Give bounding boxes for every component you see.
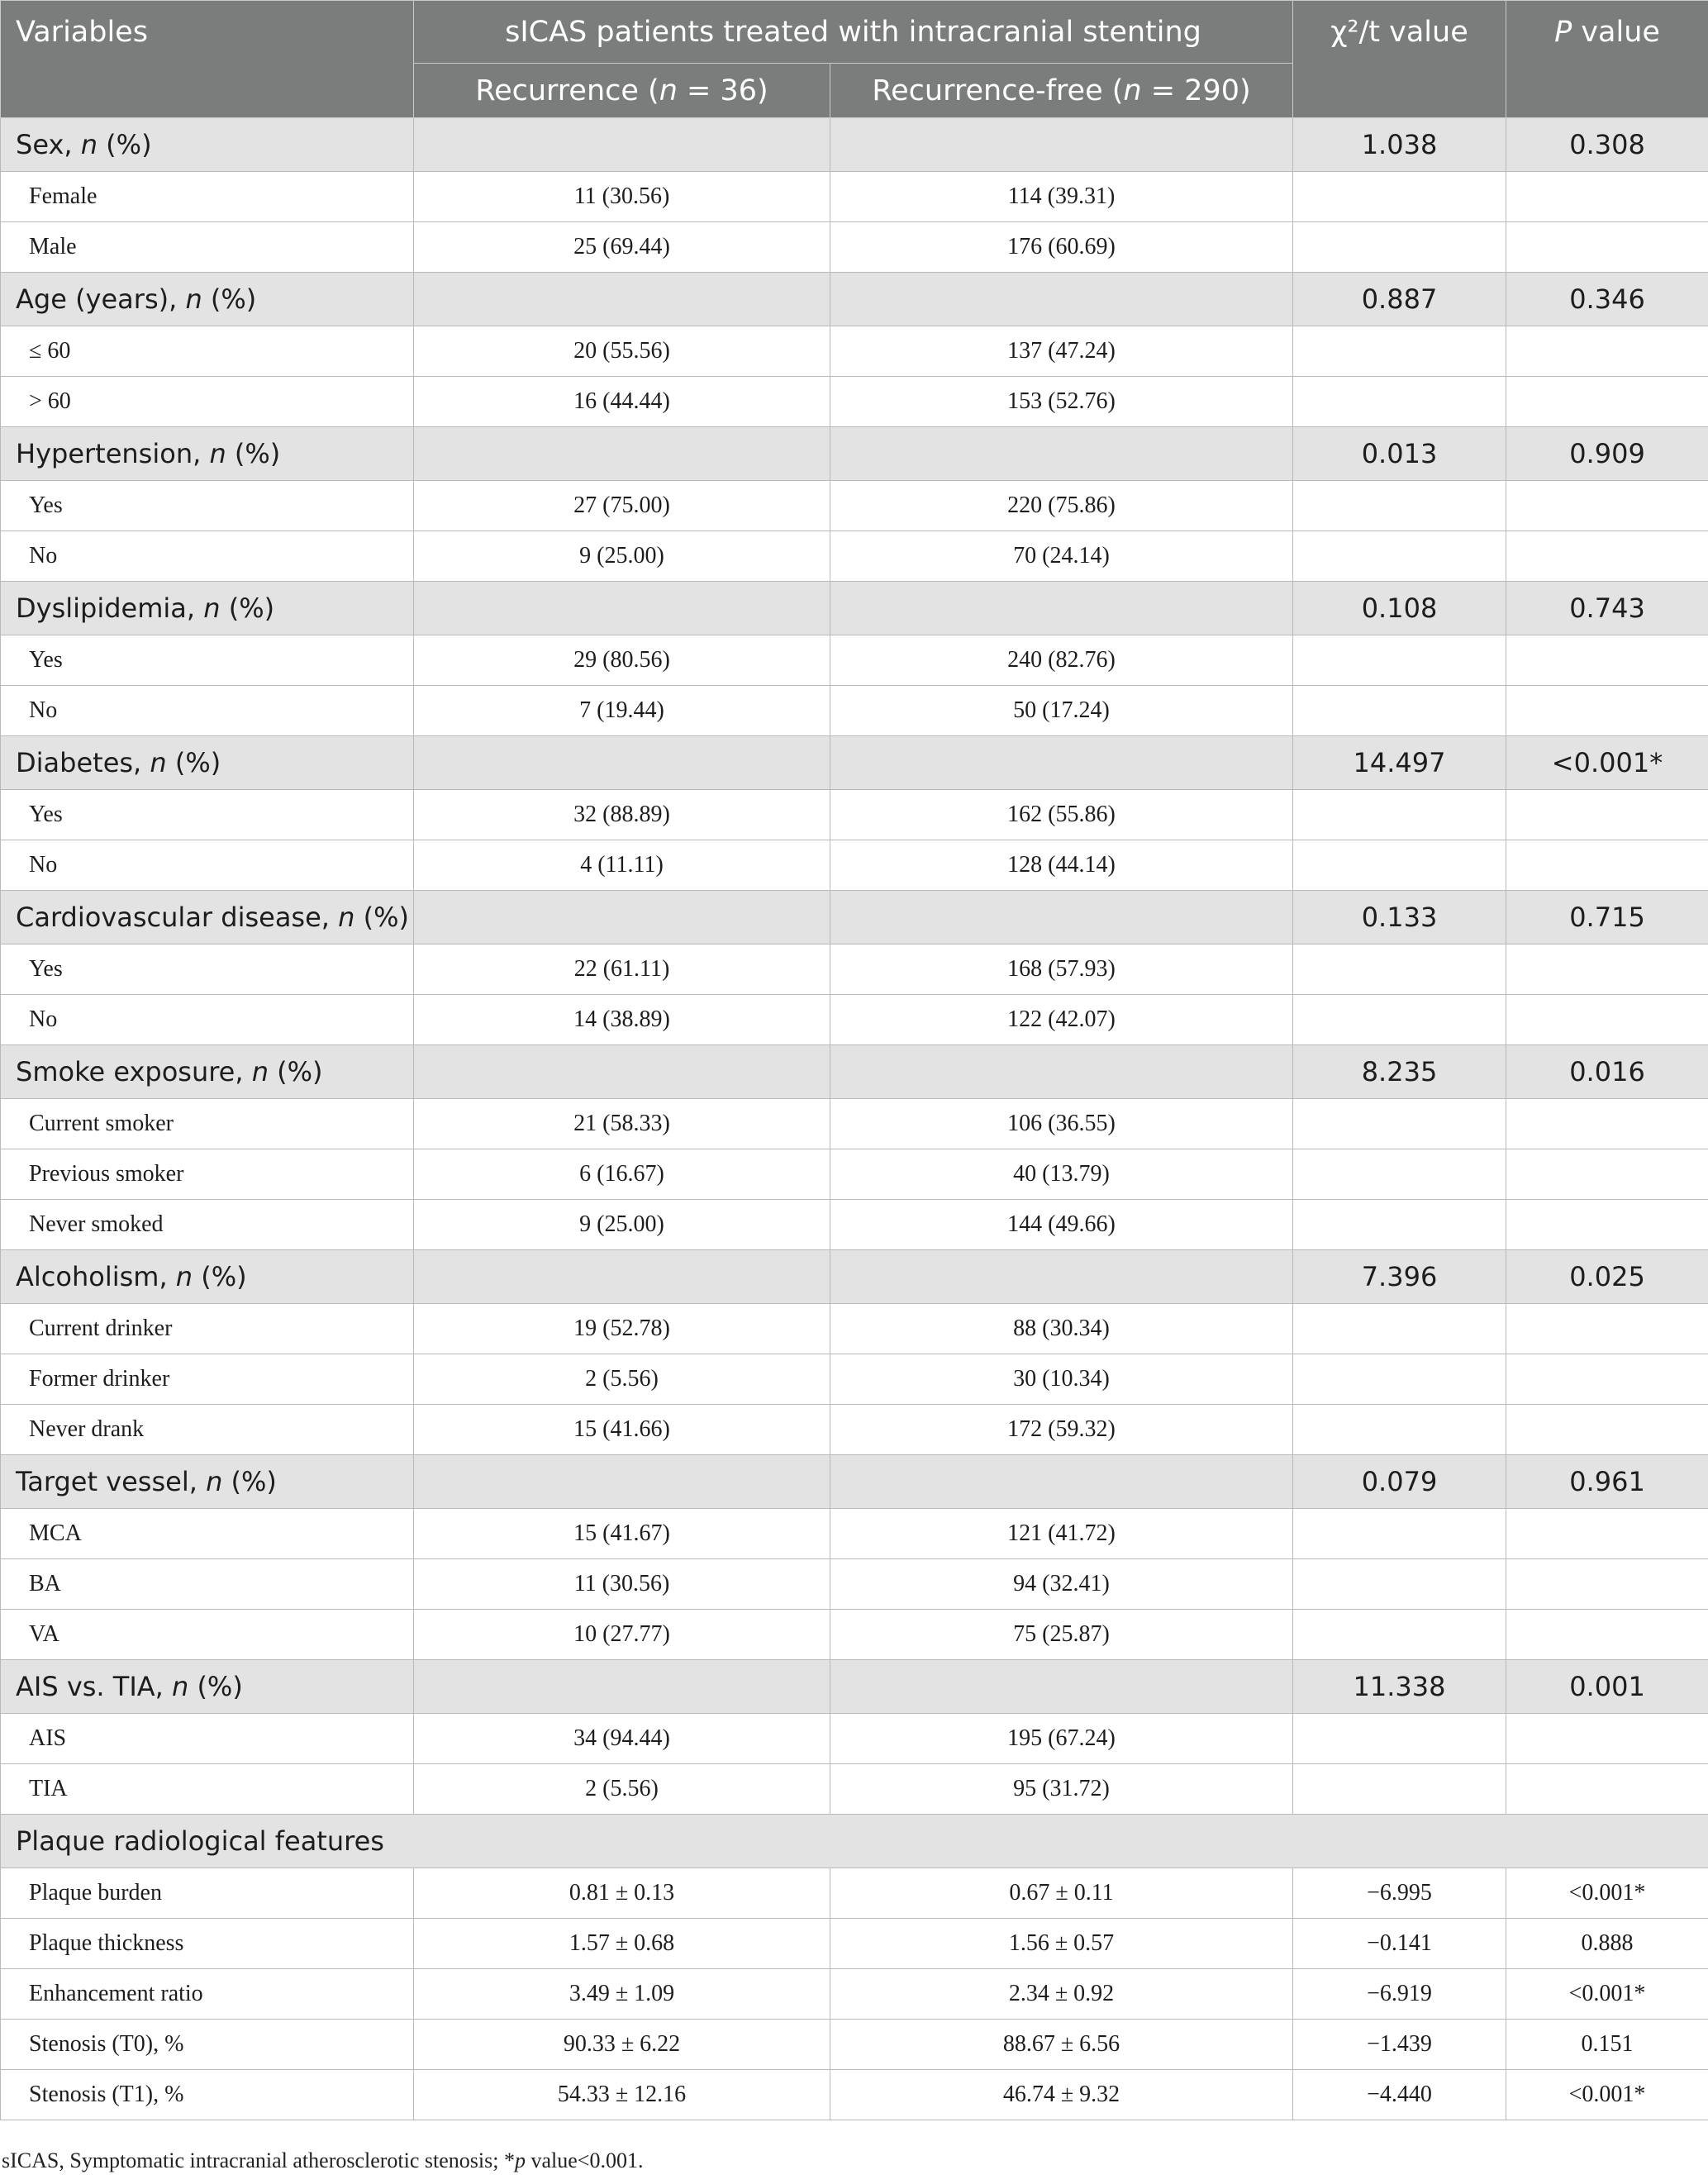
category-p-value: <0.001* [1506, 736, 1708, 790]
recurrence-free-value: 144 (49.66) [830, 1200, 1293, 1250]
empty-cell [1293, 377, 1506, 427]
table-row [1, 1868, 1708, 1919]
p-value: <0.001* [1506, 1868, 1708, 1919]
section-title: Plaque radiological features [1, 1815, 1708, 1868]
row-label: Plaque thickness [1, 1919, 414, 1969]
header-chi-t: χ²/t value [1293, 1, 1506, 118]
recurrence-free-value: 40 (13.79) [830, 1149, 1293, 1200]
category-empty-cell [830, 273, 1293, 326]
table-row [1, 635, 1708, 686]
empty-cell [1506, 481, 1708, 531]
category-p-value: 0.016 [1506, 1045, 1708, 1099]
row-label: Yes [1, 790, 414, 840]
recurrence-value: 34 (94.44) [414, 1714, 830, 1764]
category-empty-cell [414, 273, 830, 326]
empty-cell [1293, 790, 1506, 840]
empty-cell [1293, 1149, 1506, 1200]
empty-cell [1293, 944, 1506, 995]
recurrence-value: 2 (5.56) [414, 1354, 830, 1405]
category-p-value: 0.001 [1506, 1660, 1708, 1714]
empty-cell [1506, 1509, 1708, 1559]
recurrence-free-value: 30 (10.34) [830, 1354, 1293, 1405]
row-label: > 60 [1, 377, 414, 427]
t-value: −4.440 [1293, 2070, 1506, 2120]
category-label: Dyslipidemia, n (%) [1, 582, 414, 635]
empty-cell [1506, 995, 1708, 1045]
category-row [1, 736, 1708, 790]
table-row [1, 995, 1708, 1045]
table-row [1, 790, 1708, 840]
category-label: AIS vs. TIA, n (%) [1, 1660, 414, 1714]
p-value: <0.001* [1506, 2070, 1708, 2120]
category-empty-cell [414, 427, 830, 481]
category-label: Alcoholism, n (%) [1, 1250, 414, 1304]
row-label: Previous smoker [1, 1149, 414, 1200]
recurrence-free-value: 240 (82.76) [830, 635, 1293, 686]
empty-cell [1293, 995, 1506, 1045]
empty-cell [1293, 1200, 1506, 1250]
row-label: Never drank [1, 1405, 414, 1455]
header-recurrence: Recurrence (n = 36) [414, 64, 830, 118]
table-row [1, 1764, 1708, 1815]
recurrence-free-value: 172 (59.32) [830, 1405, 1293, 1455]
empty-cell [1293, 172, 1506, 222]
category-stat: 0.133 [1293, 891, 1506, 944]
table-row [1, 1969, 1708, 2020]
recurrence-value: 9 (25.00) [414, 531, 830, 582]
table-row [1, 1304, 1708, 1354]
category-row [1, 1250, 1708, 1304]
recurrence-free-value: 220 (75.86) [830, 481, 1293, 531]
recurrence-value: 90.33 ± 6.22 [414, 2020, 830, 2070]
category-empty-cell [830, 891, 1293, 944]
empty-cell [1293, 635, 1506, 686]
t-value: −1.439 [1293, 2020, 1506, 2070]
recurrence-free-value: 195 (67.24) [830, 1714, 1293, 1764]
empty-cell [1506, 326, 1708, 377]
category-empty-cell [414, 736, 830, 790]
table-row [1, 1714, 1708, 1764]
table-row [1, 2070, 1708, 2120]
recurrence-value: 25 (69.44) [414, 222, 830, 273]
category-empty-cell [414, 1455, 830, 1509]
table-row [1, 1919, 1708, 1969]
header-p-value: P value [1506, 1, 1708, 118]
empty-cell [1293, 222, 1506, 273]
empty-cell [1506, 1764, 1708, 1815]
empty-cell [1506, 172, 1708, 222]
category-label: Sex, n (%) [1, 118, 414, 172]
table-row [1, 1099, 1708, 1149]
empty-cell [1293, 1764, 1506, 1815]
header-variables: Variables [1, 1, 414, 118]
row-label: MCA [1, 1509, 414, 1559]
empty-cell [1506, 1354, 1708, 1405]
recurrence-value: 27 (75.00) [414, 481, 830, 531]
recurrence-value: 2 (5.56) [414, 1764, 830, 1815]
category-p-value: 0.308 [1506, 118, 1708, 172]
recurrence-free-value: 88 (30.34) [830, 1304, 1293, 1354]
category-empty-cell [414, 1660, 830, 1714]
category-stat: 7.396 [1293, 1250, 1506, 1304]
category-row [1, 582, 1708, 635]
row-label: No [1, 840, 414, 891]
empty-cell [1293, 1405, 1506, 1455]
category-empty-cell [830, 427, 1293, 481]
table-body [1, 118, 1708, 2120]
recurrence-free-value: 1.56 ± 0.57 [830, 1919, 1293, 1969]
empty-cell [1293, 840, 1506, 891]
recurrence-free-value: 50 (17.24) [830, 686, 1293, 736]
category-empty-cell [414, 118, 830, 172]
row-label: Stenosis (T1), % [1, 2070, 414, 2120]
empty-cell [1506, 1610, 1708, 1660]
recurrence-free-value: 88.67 ± 6.56 [830, 2020, 1293, 2070]
category-stat: 14.497 [1293, 736, 1506, 790]
recurrence-free-value: 122 (42.07) [830, 995, 1293, 1045]
recurrence-value: 0.81 ± 0.13 [414, 1868, 830, 1919]
p-value: <0.001* [1506, 1969, 1708, 2020]
row-label: Former drinker [1, 1354, 414, 1405]
recurrence-free-value: 2.34 ± 0.92 [830, 1969, 1293, 2020]
category-row [1, 427, 1708, 481]
row-label: Female [1, 172, 414, 222]
table-row [1, 2020, 1708, 2070]
category-stat: 0.887 [1293, 273, 1506, 326]
table-row [1, 1559, 1708, 1610]
recurrence-free-value: 137 (47.24) [830, 326, 1293, 377]
p-value: 0.888 [1506, 1919, 1708, 1969]
table-row [1, 481, 1708, 531]
row-label: Current drinker [1, 1304, 414, 1354]
row-label: No [1, 686, 414, 736]
p-value: 0.151 [1506, 2020, 1708, 2070]
category-stat: 0.108 [1293, 582, 1506, 635]
category-empty-cell [414, 1045, 830, 1099]
recurrence-free-value: 162 (55.86) [830, 790, 1293, 840]
category-stat: 0.013 [1293, 427, 1506, 481]
recurrence-value: 32 (88.89) [414, 790, 830, 840]
recurrence-value: 3.49 ± 1.09 [414, 1969, 830, 2020]
recurrence-free-value: 168 (57.93) [830, 944, 1293, 995]
row-label: TIA [1, 1764, 414, 1815]
recurrence-value: 10 (27.77) [414, 1610, 830, 1660]
empty-cell [1293, 1304, 1506, 1354]
table-row [1, 1149, 1708, 1200]
header-recurrence-free: Recurrence-free (n = 290) [830, 64, 1293, 118]
category-label: Cardiovascular disease, n (%) [1, 891, 414, 944]
empty-cell [1506, 1099, 1708, 1149]
row-label: ≤ 60 [1, 326, 414, 377]
row-label: No [1, 995, 414, 1045]
category-stat: 11.338 [1293, 1660, 1506, 1714]
recurrence-free-value: 114 (39.31) [830, 172, 1293, 222]
category-row [1, 1455, 1708, 1509]
empty-cell [1506, 531, 1708, 582]
recurrence-value: 20 (55.56) [414, 326, 830, 377]
row-label: Yes [1, 635, 414, 686]
category-label: Age (years), n (%) [1, 273, 414, 326]
category-row [1, 891, 1708, 944]
category-empty-cell [414, 891, 830, 944]
table-row [1, 1405, 1708, 1455]
category-empty-cell [830, 1250, 1293, 1304]
recurrence-value: 11 (30.56) [414, 172, 830, 222]
category-label: Smoke exposure, n (%) [1, 1045, 414, 1099]
empty-cell [1506, 686, 1708, 736]
category-p-value: 0.346 [1506, 273, 1708, 326]
category-empty-cell [830, 1455, 1293, 1509]
table-row [1, 1200, 1708, 1250]
recurrence-value: 29 (80.56) [414, 635, 830, 686]
row-label: Never smoked [1, 1200, 414, 1250]
recurrence-free-value: 46.74 ± 9.32 [830, 2070, 1293, 2120]
recurrence-value: 15 (41.66) [414, 1405, 830, 1455]
table-row [1, 1610, 1708, 1660]
category-label: Diabetes, n (%) [1, 736, 414, 790]
category-p-value: 0.715 [1506, 891, 1708, 944]
category-stat: 8.235 [1293, 1045, 1506, 1099]
row-label: Stenosis (T0), % [1, 2020, 414, 2070]
category-row [1, 118, 1708, 172]
table-row [1, 1354, 1708, 1405]
empty-cell [1506, 1200, 1708, 1250]
category-label: Target vessel, n (%) [1, 1455, 414, 1509]
empty-cell [1293, 326, 1506, 377]
category-stat: 1.038 [1293, 118, 1506, 172]
category-p-value: 0.743 [1506, 582, 1708, 635]
row-label: Yes [1, 944, 414, 995]
recurrence-free-value: 121 (41.72) [830, 1509, 1293, 1559]
empty-cell [1293, 1509, 1506, 1559]
empty-cell [1293, 1610, 1506, 1660]
table-row [1, 686, 1708, 736]
empty-cell [1506, 790, 1708, 840]
table-row [1, 377, 1708, 427]
category-empty-cell [830, 736, 1293, 790]
empty-cell [1293, 531, 1506, 582]
recurrence-free-value: 153 (52.76) [830, 377, 1293, 427]
recurrence-value: 7 (19.44) [414, 686, 830, 736]
row-label: BA [1, 1559, 414, 1610]
category-row [1, 1045, 1708, 1099]
row-label: Plaque burden [1, 1868, 414, 1919]
recurrence-value: 16 (44.44) [414, 377, 830, 427]
header-group: sICAS patients treated with intracranial stenting [414, 1, 1293, 64]
recurrence-free-value: 95 (31.72) [830, 1764, 1293, 1815]
category-empty-cell [414, 1250, 830, 1304]
row-label: Yes [1, 481, 414, 531]
t-value: −6.995 [1293, 1868, 1506, 1919]
table-row [1, 840, 1708, 891]
empty-cell [1293, 1354, 1506, 1405]
empty-cell [1506, 222, 1708, 273]
category-empty-cell [830, 118, 1293, 172]
empty-cell [1293, 481, 1506, 531]
empty-cell [1293, 1714, 1506, 1764]
table-row [1, 326, 1708, 377]
empty-cell [1506, 635, 1708, 686]
recurrence-value: 21 (58.33) [414, 1099, 830, 1149]
category-row [1, 273, 1708, 326]
row-label: AIS [1, 1714, 414, 1764]
category-row [1, 1660, 1708, 1714]
category-p-value: 0.025 [1506, 1250, 1708, 1304]
empty-cell [1506, 1714, 1708, 1764]
table-row [1, 944, 1708, 995]
recurrence-free-value: 106 (36.55) [830, 1099, 1293, 1149]
recurrence-value: 54.33 ± 12.16 [414, 2070, 830, 2120]
category-stat: 0.079 [1293, 1455, 1506, 1509]
table-row [1, 1509, 1708, 1559]
recurrence-free-value: 128 (44.14) [830, 840, 1293, 891]
empty-cell [1506, 1559, 1708, 1610]
row-label: VA [1, 1610, 414, 1660]
recurrence-value: 6 (16.67) [414, 1149, 830, 1200]
empty-cell [1506, 840, 1708, 891]
t-value: −6.919 [1293, 1969, 1506, 2020]
recurrence-value: 11 (30.56) [414, 1559, 830, 1610]
category-empty-cell [830, 582, 1293, 635]
recurrence-value: 22 (61.11) [414, 944, 830, 995]
category-empty-cell [830, 1045, 1293, 1099]
recurrence-value: 9 (25.00) [414, 1200, 830, 1250]
section-row [1, 1815, 1708, 1868]
table-footnote: sICAS, Symptomatic intracranial atherosclerotic stenosis; *p value<0.001. [2, 2148, 644, 2172]
empty-cell [1506, 1149, 1708, 1200]
category-empty-cell [414, 582, 830, 635]
recurrence-free-value: 75 (25.87) [830, 1610, 1293, 1660]
header-row-1 [1, 1, 1708, 64]
t-value: −0.141 [1293, 1919, 1506, 1969]
row-label: Current smoker [1, 1099, 414, 1149]
empty-cell [1506, 1405, 1708, 1455]
empty-cell [1293, 1559, 1506, 1610]
row-label: No [1, 531, 414, 582]
category-p-value: 0.909 [1506, 427, 1708, 481]
table-row [1, 222, 1708, 273]
recurrence-free-value: 0.67 ± 0.11 [830, 1868, 1293, 1919]
empty-cell [1506, 1304, 1708, 1354]
row-label: Enhancement ratio [1, 1969, 414, 2020]
empty-cell [1506, 377, 1708, 427]
recurrence-free-value: 176 (60.69) [830, 222, 1293, 273]
empty-cell [1293, 1099, 1506, 1149]
recurrence-value: 14 (38.89) [414, 995, 830, 1045]
category-p-value: 0.961 [1506, 1455, 1708, 1509]
table-row [1, 531, 1708, 582]
recurrence-value: 19 (52.78) [414, 1304, 830, 1354]
recurrence-free-value: 94 (32.41) [830, 1559, 1293, 1610]
recurrence-value: 15 (41.67) [414, 1509, 830, 1559]
recurrence-value: 1.57 ± 0.68 [414, 1919, 830, 1969]
empty-cell [1506, 944, 1708, 995]
category-empty-cell [830, 1660, 1293, 1714]
empty-cell [1293, 686, 1506, 736]
table-row [1, 172, 1708, 222]
recurrence-value: 4 (11.11) [414, 840, 830, 891]
category-label: Hypertension, n (%) [1, 427, 414, 481]
recurrence-free-value: 70 (24.14) [830, 531, 1293, 582]
row-label: Male [1, 222, 414, 273]
